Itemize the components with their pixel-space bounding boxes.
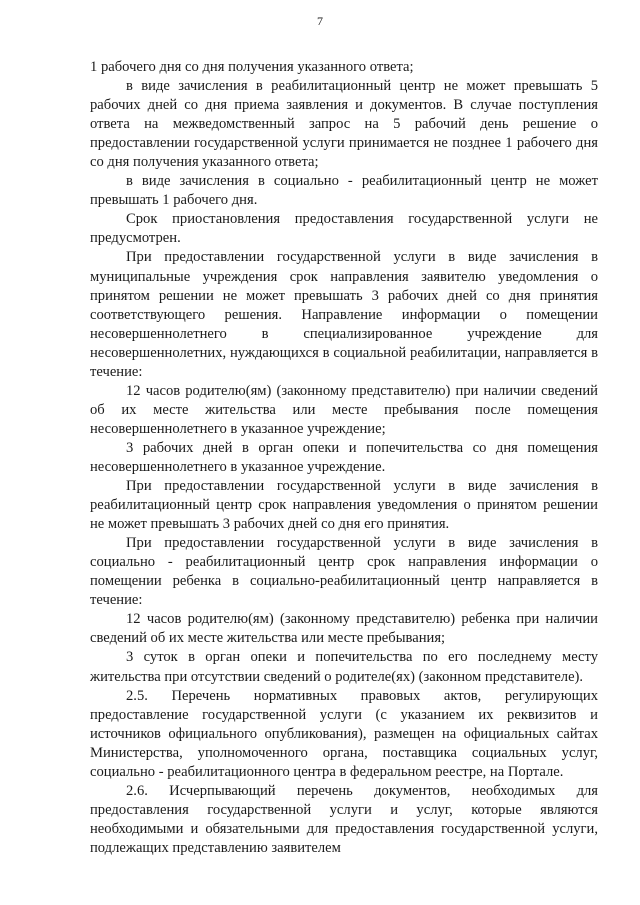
- paragraph: При предоставлении государственной услуги в виде зачисления в реабилитационный центр срок направления уведомления о принятом решении не может превышать 3 рабочих дней со дня его принятия.: [90, 478, 598, 533]
- paragraph: 12 часов родителю(ям) (законному представителю) ребенка при наличии сведений об их месте жительства или месте пребывания;: [90, 611, 598, 647]
- paragraph: в виде зачисления в социально - реабилитационный центр не может превышать 1 рабочего дня.: [90, 173, 598, 209]
- paragraph: 3 рабочих дней в орган опеки и попечительства со дня помещения несовершеннолетнего в указанное учреждение.: [90, 439, 598, 475]
- paragraph: 3 суток в орган опеки и попечительства по его последнему месту жительства при отсутствии сведений о родителе(ях) (законном представителе).: [90, 649, 598, 685]
- section-2-6-paragraph: 2.6. Исчерпывающий перечень документов, необходимых для предоставления государственной услуги и услуг, которые являются необходимыми и обязательными для предоставления государственной услуги, подлежащих представлению заявителем: [90, 782, 598, 856]
- paragraph: При предоставлении государственной услуги в виде зачисления в муниципальные учреждения срок направления заявителю уведомления о принятом решении не может превышать 3 рабочих дней со дня принятия соответствующего решения. Направление информации о помещении несовершеннолетнего в специализированное учреждение для несовершеннолетних, нуждающихся в социальной реабилитации, направляется в течение:: [90, 249, 598, 380]
- paragraph: При предоставлении государственной услуги в виде зачисления в социально - реабилитационный центр срок направления информации о помещении ребенка в социально-реабилитационный центр направляется в течение:: [90, 535, 598, 609]
- page-number: 7: [317, 14, 323, 28]
- document-body: [90, 58, 598, 858]
- paragraph: в виде зачисления в реабилитационный центр не может превышать 5 рабочих дней со дня приема заявления и документов. В случае поступления ответа на межведомственный запрос на 5 рабочий день решение о предоставлении государственной услуги принимается не позднее 1 рабочего дня со дня получения указанного ответа;: [90, 78, 598, 171]
- paragraph: 1 рабочего дня со дня получения указанного ответа;: [90, 59, 414, 75]
- section-2-5-paragraph: 2.5. Перечень нормативных правовых актов, регулирующих предоставление государственной услуги (с указанием их реквизитов и источников официального опубликования), размещен на официальных сайтах Министерства, уполномоченного органа, поставщика социальных услуг, социально - реабилитационного центра в федеральном реестре, на Портале.: [90, 687, 598, 780]
- paragraph: 12 часов родителю(ям) (законному представителю) при наличии сведений об их месте жительства или месте пребывания после помещения несовершеннолетнего в указанное учреждение;: [90, 382, 598, 437]
- paragraph: Срок приостановления предоставления государственной услуги не предусмотрен.: [90, 211, 598, 247]
